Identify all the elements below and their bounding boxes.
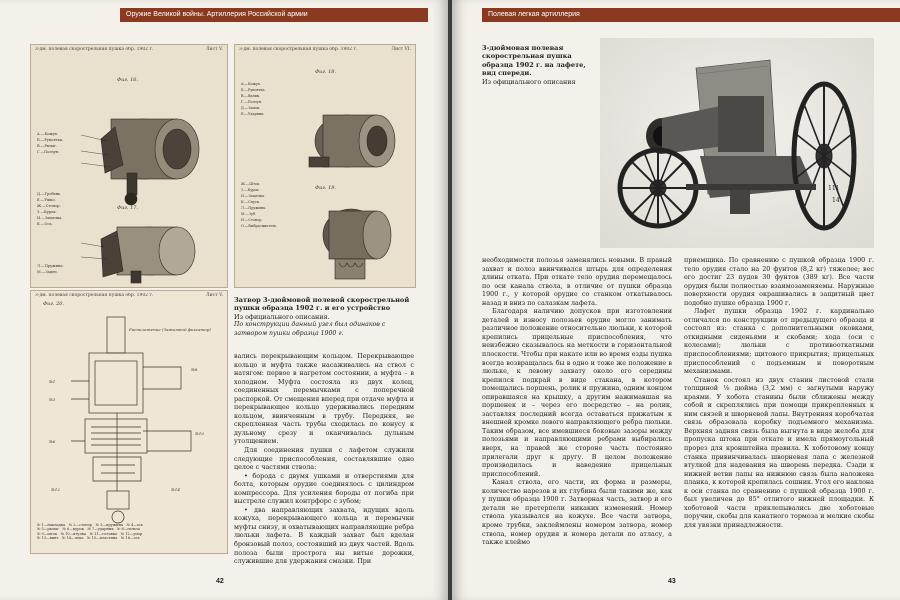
right-body-column-2 [684, 256, 874, 574]
plate-technical-drawing [30, 290, 228, 554]
right-running-header: Полевая легкая артиллерия [482, 8, 900, 22]
paragraph: вались перекрывающим кольцом. Перекрывающее кольцо и муфта также насаживались на ствол с натягом: первое в нагретом состоянии, а муфта – в холодном. Муфта состояла из двух колец, соединенных перемычками с поперечной распоркой. От смещения вперед при отдаче муфта и перекрывающее кольцо удерживались передним кольцом, ввинченным в трубу. Передняя, не скрепленная часть трубы сходилась по конусу к дульному срезу и оканчивалась дульным утолщением. [234, 352, 414, 446]
cannon-photo [600, 38, 874, 248]
plate-title: 3-дм. полевая скорострельная пушка обр. 1902 г. [35, 47, 154, 52]
svg-text:З.—Курок.: З.—Курок. [241, 188, 260, 192]
plate-mechanism-views [234, 44, 416, 288]
svg-text:Расположение (Зажимной фиксато: Расположение (Зажимной фиксатор) [129, 327, 211, 332]
plate-title: 3-дм. полевая скорострельная пушка обр. 1902 г. [35, 293, 154, 298]
svg-text:М.—Зуб.: М.—Зуб. [241, 212, 257, 216]
right-page [452, 0, 900, 600]
svg-text:Л.—Пружина.: Л.—Пружина. [241, 206, 267, 210]
paragraph: необходимости полозья заменялись новыми. В правый захват и полоз ввинчивался штырь для определения длины отката. При откате тело орудия перемещалось по оси канала ствола, в отличие от пушки образца 1900 г., у которой орудие со станком откатывалось назад и вниз по салазкам лафета. [482, 256, 672, 307]
photo-caption [482, 44, 594, 86]
paragraph: • два направляющих захвата, идущих вдоль кожуха, перекрывающего кольца и перемычки муфты снизу, и охватывающих направляющие ребра люльки лафета. В каждый захват был вделан бронзовый полоз, состоявший из двух частей. Вдоль полоза были прострога ны витые дорожки, служившие для удержания смазки. При [234, 505, 414, 566]
svg-text:Д.—Замок.: Д.—Замок. [241, 106, 261, 110]
svg-text:№14: №14 [171, 487, 180, 492]
photo-caption-source: Из официального описания [482, 77, 576, 86]
svg-text:Г.—Ползун.: Г.—Ползун. [37, 150, 60, 154]
plate-sheet-number: Лист VI. [391, 47, 411, 52]
svg-text:Е.—Ушко.: Е.—Ушко. [37, 198, 56, 202]
svg-text:Л.—Пружина.: Л.—Пружина. [37, 264, 64, 268]
svg-text:А.—Кожух.: А.—Кожух. [241, 82, 261, 86]
cross-section-drawing [31, 291, 227, 553]
svg-text:В.—Валик.: В.—Валик. [241, 94, 261, 98]
figure-label: Фиг. 18. [315, 69, 337, 75]
paragraph: приемщика. По сравнению с пушкой образца 1900 г. тело орудия стало на 20 фунтов (8,2 кг) тяжелее; вес его достиг 23 пудов 30 фунтов (389 кг). Все части орудия были полностью взаимозаменяемы. Наружные поверхности орудия окрашивались в защитный цвет подобно пушке образца 1900 г. [684, 256, 874, 307]
paragraph: Канал ствола, его части, их форма и размеры, количество нарезов и их глубина были такими же, как у пушки образца 1900 г. Затворная часть, затвор и его детали не претерпели никаких изменений. Номер ствола указывался на кожухе. Все части затвора, кроме трубки, заклеймлены номером затвора, номер ствола, номер орудия и номера детали по атласу, а также клеймо [482, 478, 672, 547]
svg-text:Г.—Ползун.: Г.—Ползун. [241, 100, 263, 104]
svg-text:№12: №12 [51, 487, 60, 492]
svg-text:З.—Курок.: З.—Курок. [37, 210, 57, 214]
svg-text:И.—Защелка.: И.—Защелка. [37, 216, 63, 220]
photo-caption-title: 3-дюймовая полевая скорострельная пушка образца 1902 г. на лафете, вид спереди. [482, 44, 586, 78]
figure-label: Фиг. 16. [117, 77, 139, 83]
svg-text:№6: №6 [49, 439, 56, 444]
drawing-legend: № 1—накладка № 2—стопор № 3—пружина № 4—ось № 5—рычаг № 6—курок № 7—ударник № 8—гильза № 9—шток № 10—втулка № 11—головка № 12—упор № 13—винт № 14—чека № 15—пластина № 16—ось [37, 523, 143, 541]
svg-text:К.—Спуск.: К.—Спуск. [241, 200, 261, 204]
svg-text:№3: №3 [49, 397, 56, 402]
svg-text:№10: №10 [195, 431, 204, 436]
svg-text:Б.—Рукоятка.: Б.—Рукоятка. [37, 138, 64, 142]
left-body-text [234, 352, 414, 568]
caption-title: Затвор 3-дюймовой полевой скорострельной пушки образца 1902 г. и его устройство [234, 296, 410, 313]
mechanism-illustration [235, 45, 415, 287]
left-running-header: Оружие Великой войны. Артиллерия Российской армии [120, 8, 394, 22]
svg-text:И.—Защелка.: И.—Защелка. [241, 194, 266, 198]
plate-breech-views [30, 44, 228, 288]
figure-label: Фиг. 17. [117, 205, 139, 211]
breech-illustration [31, 45, 227, 287]
left-page-number: 42 [216, 578, 224, 585]
caption-note: По конструкции данный узел был одинаков с затвором пушки образца 1900 г. [234, 321, 386, 337]
svg-text:В.—Рычаг.: В.—Рычаг. [37, 144, 58, 148]
photo-mark: 14 [832, 197, 840, 204]
svg-text:Ж.—Шток.: Ж.—Шток. [241, 182, 261, 186]
left-figure-caption [234, 296, 414, 338]
svg-text:К.—Ось.: К.—Ось. [37, 222, 53, 226]
field-gun-picture [600, 38, 874, 248]
svg-text:Н.—Стопор.: Н.—Стопор. [241, 218, 263, 222]
plate-sheet-number: Лист V. [205, 293, 223, 298]
svg-text:№8: №8 [191, 367, 198, 372]
paragraph: Для соединения пушки с лафетом служили следующие приспособления, составлявшие одно целое с частями ствола: [234, 446, 414, 472]
header-band-ornament [394, 8, 428, 22]
paragraph: • борода с двумя ушками и отверстиями для болта, которым орудие соединялось с цилиндром компрессора. Для усиления бороды от погиба при выстреле служил контрфорс с зубом; [234, 471, 414, 506]
right-page-number: 43 [668, 578, 676, 585]
figure-label: Фиг. 19. [315, 185, 337, 191]
left-page [0, 0, 448, 600]
figure-label: Фиг. 20. [43, 301, 65, 307]
svg-text:Е.—Ударник.: Е.—Ударник. [241, 112, 265, 116]
photo-mark: 111 [828, 185, 840, 192]
svg-text:Ж.—Стопор.: Ж.—Стопор. [37, 204, 61, 208]
svg-text:А.—Кожух.: А.—Кожух. [37, 132, 58, 136]
svg-text:Б.—Рукоятка.: Б.—Рукоятка. [241, 88, 266, 92]
svg-text:О.—Выбрасыватель.: О.—Выбрасыватель. [241, 224, 278, 228]
paragraph: Благодаря наличию допусков при изготовлении деталей и износу полозьев орудие могло занимать различное положение относительно люльки, к которой крепились прицельные приспособления, что неизбежно сказывалось на меткости в горизонтальной плоскости. Чтобы при накате или во время езды пушка всегда возвращалась бы в одно и тоже же положение в люльке, к левому захвату около его середины крепился подкрай в виде стакана, в котором помещались поршень, ролик и пружина, одним концом опиравшаяся на крышку, а другим нажимавшая на поршенек и – через его посредство – на ролик, заставляя последний всегда оставаться прижатым к внешней кромке левого направляющего ребра люльки. Таким образом, все имевшиеся боковые зазоры между полозьями и направляющими ребрами выбирались вверх, на правой же стороне часть постоянно прилегали друг к другу. В целом положение производилась и наведение прицельных приспособлений. [482, 307, 672, 478]
svg-text:М.—Зацеп.: М.—Зацеп. [37, 270, 58, 274]
paragraph: Станок состоял из двух станин листовой стали толщиной ⅛ дюйма (3,2 мм) с загнутыми наружу краями. У хобота станины были сближены между собой и скреплялись при помощи прикрепленных к ним связей и шворневой лапы. Внутренняя коробчатая связь образовала коробку подъемного механизма. Верхняя задняя связь была выгнута в виде желоба для пропуска штока при откате и имела прямоугольный прорез для кронштейна правила. К хоботовому концу станка привинчивалась шворневая лапа с железной втулкой для надевания на шворень передка. Сзади к нижней ветви лапы на нижнюю связь была наложена планка, к которой крепилась сошник. Угол его наклона к оси станка по сравнению с пушкой образца 1900 г. был увеличен до 85° отлитого нижней площадки. К хоботовой части приклепывались две хоботовые поручни, скобы для канатного тормоза и мелкие скобы для увязки принадлежности. [684, 375, 874, 529]
svg-text:№1: №1 [49, 379, 56, 384]
plate-title: 3-дм. полевая скорострельная пушка обр. 1902 г. [239, 47, 358, 52]
right-body-column-1 [482, 256, 672, 574]
svg-text:Д.—Гребень.: Д.—Гребень. [37, 192, 62, 196]
plate-sheet-number: Лист V. [205, 47, 223, 52]
caption-source: Из официального описания. [234, 312, 330, 321]
paragraph: Лафет пушки образца 1902 г. кардинально отличался по конструкции от предыдущего образца и состоял из: станка с дополнительными оковками, откидными сиденьями и скобами; хода (оси с колесами); люльки с противооткатными приспособлениями; щитового прикрытия; прицельных приспособлений с подъемным и поворотным механизмами. [684, 307, 874, 376]
